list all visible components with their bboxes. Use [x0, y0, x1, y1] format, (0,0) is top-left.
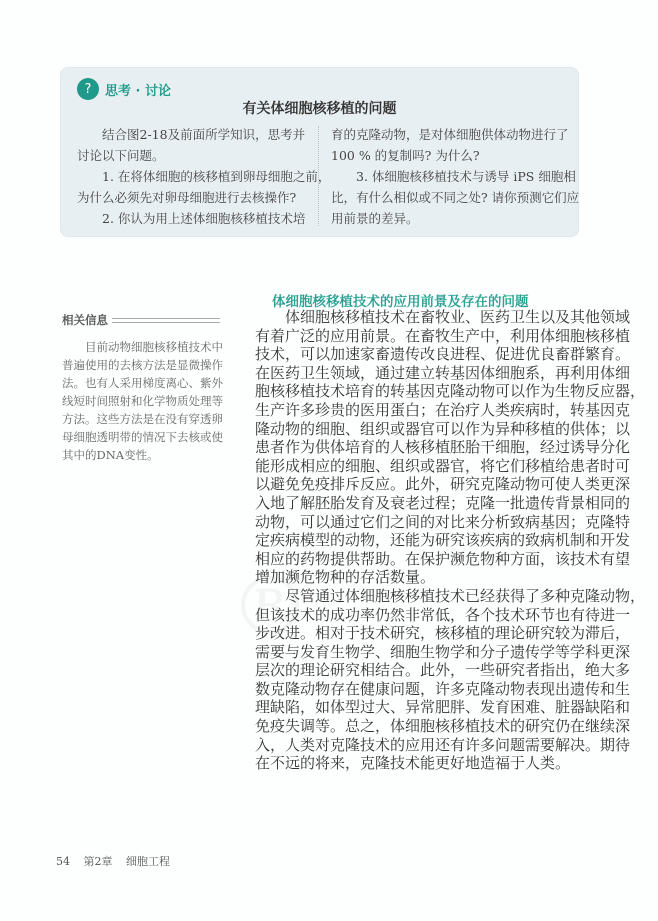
text-line: 线短时间照射和化学物质处理等 — [62, 394, 223, 408]
text-line: 以避免免疫排斥反应。此外，研究克隆动物可使人类更深 — [255, 475, 631, 494]
text-line: 方法。这些方法是在没有穿透卵 — [62, 412, 223, 426]
text-line: 入地了解胚胎发育及衰老过程；克隆一批遗传背景相同的 — [255, 493, 631, 512]
text-line: 隆动物的细胞、组织或器官可以作为异种移植的供体；以 — [255, 419, 631, 438]
text-line: 生产许多珍贵的医用蛋白；在治疗人类疾病时，转基因克 — [255, 400, 631, 419]
chapter-title: 细胞工程 — [126, 855, 170, 868]
discussion-left-column — [77, 124, 331, 229]
text-line: 定疾病模型的动物，还能为研究该疾病的致病机制和开发 — [255, 531, 631, 550]
text-line: 用前景的差异。 — [331, 211, 419, 226]
text-line: 需要与发育生物学、细胞生物学和分子遗传学等学科更深 — [255, 642, 631, 661]
text-line: 动物，可以通过它们之间的对比来分析致病基因；克隆特 — [255, 512, 631, 531]
text-line: 相应的药物提供帮助。在保护濒危物种方面，该技术有望 — [255, 549, 631, 568]
text-line: 尽管通过体细胞核移植技术已经获得了多种克隆动物， — [255, 586, 646, 605]
text-line: 100 % 的复制吗? 为什么? — [331, 148, 480, 163]
text-line: 入，人类对克隆技术的应用还有许多问题需要解决。期待 — [255, 735, 631, 754]
page-number: 54 — [56, 855, 70, 868]
text-line: 层次的理论研究相结合。此外，一些研究者指出，绝大多 — [255, 661, 631, 680]
text-line: 在不远的将来，克隆技术能更好地造福于人类。 — [255, 754, 571, 773]
text-line: 母细胞透明带的情况下去核或使 — [62, 430, 223, 444]
text-line: 增加濒危物种的存活数量。 — [255, 568, 436, 587]
text-line: 普遍使用的去核方法是显微操作 — [62, 358, 223, 372]
discussion-header — [77, 78, 171, 100]
discussion-box — [60, 67, 579, 237]
text-line: 胞核移植技术培育的转基因克隆动物可以作为生物反应器， — [255, 382, 646, 401]
double-rule — [112, 318, 220, 323]
text-line: 体细胞核移植技术在畜牧业、医药卫生以及其他领域 — [255, 308, 631, 326]
text-line: 结合图2-18及前面所学知识，思考并 — [77, 127, 306, 142]
text-line: 但该技术的成功率仍然非常低，各个技术环节也有待进一 — [255, 605, 631, 624]
text-line: 免疫失调等。总之，体细胞核移植技术的研究仍在继续深 — [255, 717, 631, 736]
text-line: 1. 在将体细胞的核移植到卵母细胞之前， — [77, 169, 331, 184]
sidebar-text — [62, 338, 223, 464]
text-line: 为什么必须先对卵母细胞进行去核操作? — [77, 190, 297, 205]
text-line: 法。也有人采用梯度离心、紫外 — [62, 376, 223, 390]
text-line: 比，有什么相似或不同之处? 请你预测它们应 — [331, 190, 580, 205]
text-line: 有着广泛的应用前景。在畜牧生产中，利用体细胞核移植 — [255, 326, 631, 345]
chapter-label: 第2章 — [83, 855, 113, 868]
section-heading: 体细胞核移植技术的应用前景及存在的问题 — [272, 294, 529, 310]
text-line: 3. 体细胞核移植技术与诱导 iPS 细胞相 — [331, 169, 576, 184]
text-line: 2. 你认为用上述体细胞核移植技术培 — [77, 211, 306, 226]
page-footer — [56, 853, 180, 869]
sidebar-header — [62, 312, 220, 328]
lightbulb-icon: ? — [77, 78, 99, 100]
text-line: 其中的DNA变性。 — [62, 448, 159, 462]
text-line: 讨论以下问题。 — [77, 148, 165, 163]
text-line: 能形成相应的细胞、组织或器官，将它们移植给患者时可 — [255, 456, 631, 475]
text-line: 育的克隆动物，是对体细胞供体动物进行了 — [331, 127, 569, 142]
main-body-text — [255, 308, 646, 773]
text-line: 理缺陷，如体型过大、异常肥胖、发育困难、脏器缺陷和 — [255, 698, 631, 717]
column-divider — [318, 126, 319, 226]
related-info-sidebar — [62, 312, 223, 464]
text-line: 步改进。相对于技术研究，核移植的理论研究较为滞后， — [255, 624, 631, 643]
discussion-label: 思考 · 讨论 — [105, 83, 171, 99]
sidebar-title: 相关信息 — [62, 313, 108, 327]
text-line: 目前动物细胞核移植技术中 — [62, 340, 223, 354]
discussion-right-column — [331, 124, 580, 229]
text-line: 数克隆动物存在健康问题，许多克隆动物表现出遗传和生 — [255, 679, 631, 698]
text-line: 在医药卫生领域，通过建立转基因体细胞系，再利用体细 — [255, 363, 631, 382]
text-line: 技术，可以加速家畜遗传改良进程、促进优良畜群繁育。 — [255, 345, 631, 364]
discussion-title: 有关体细胞核移植的问题 — [242, 101, 397, 117]
text-line: 患者作为供体培育的人核移植胚胎干细胞，经过诱导分化 — [255, 438, 631, 457]
